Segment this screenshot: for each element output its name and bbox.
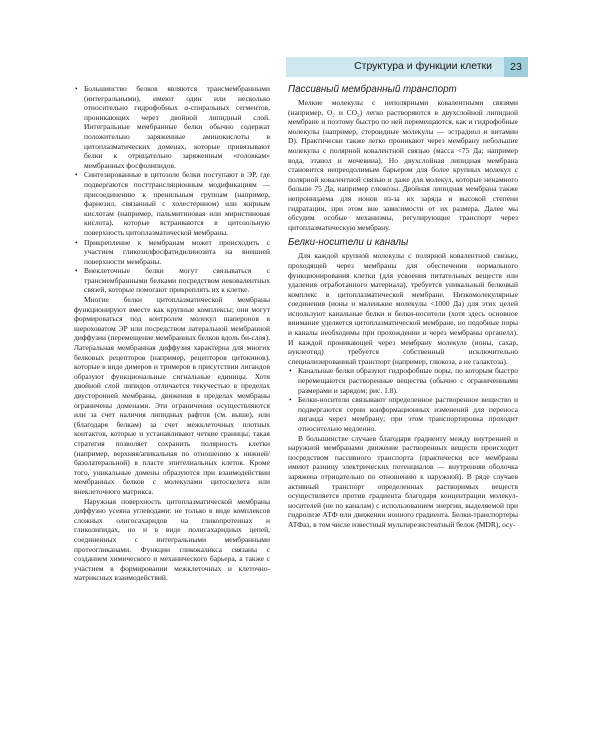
paragraph: Мелкие молекулы с неполярными ковалентными связями (например, O₂ и CO₂) легко растворяются в двухслойной липидной мембране и поэтому быстро по ней перемещаются, как и гидрофобные молекулы (например, стероидные молекулы — эстрадиол и витамин D). Практически также легко проникают через мембрану небольшие молекулы с полярной ковалентной связью (масса <75 Да; например вода, этанол и мочевина). Но двухслойная липидная мембрана становится непреодолимым барьером для более крупных молекул с полярной ковалентной связью и даже для молекул, которые ненамного больше 75 Да, например глюкозы. Двойная липидная мембрана также непроницаема для ионов из-за их заряда и высокой степени гидратации, при этом вне зависимости от их размера. Далее мы обсудим особые механизмы, регулирующие транспорт через цитоплазматическую мембрану. (288, 98, 518, 232)
left-column (74, 84, 270, 583)
right-column (288, 84, 518, 530)
bullet-icon: • (289, 366, 292, 376)
list-item: • Прикрепление к мембранам может происходить с участием гликозилфосфатидилинозита на внешней поверхности мембраны. (75, 237, 270, 266)
page-number: 23 (504, 57, 528, 77)
paragraph: В большинстве случаев благодаря градиенту между внутренней и наружной мембранами движение растворенных веществ происходит посредством пассивного транспорта (практически все мембраны имеют разницу электрических потенциалов — внутренняя оболочка заряжена отрицательно по отношению к наружной). В ряде случаев активный транспорт определенных растворимых веществ осуществляется против градиента благодаря концентрации молекул-носителей (не по каналам) с использованием энергии, выделяемой при гидролизе АТФ или движении ионного градиента. Белки-транспортеры АТФаз, в том числе известный мультирезистентный белок (MDR), осу- (288, 433, 518, 529)
list-item: • Большинство белков являются трансмембранными (интегральными), имеют один или несколько относительно гидрофобных α-спиральных сегментов, проникающих через двойной липидный слой. Интегральные мембранные белки обычно содержат положительно заряженные аминокислоты в цитоплазматических доменах, которые привязывают белки к отрицательно заряженным «головкам» мембранных фосфолипидов. (75, 84, 270, 170)
running-header (286, 57, 528, 77)
bullet-icon: • (75, 84, 78, 93)
list-item: • Канальные белки образуют гидрофобные поры, по которым быстро перемещаются растворенные вещества (обычно с ограниченными размерами и зарядом; рис. 1.8). (289, 366, 518, 395)
list-item: • Синтезированные в цитозоле белки поступают в ЭР, где подвергаются посттрансляционным модификациям — присоединению к пренильным группам (например, фарнезил, связанный с холестерином) или жирным кислотам (например, пальмитиновая или миристиновая кислота), которые встраиваются в цитозольную поверхность цитоплазматической мембраны. (75, 170, 270, 237)
bullet-icon: • (75, 237, 78, 247)
paragraph: Многие белки цитоплазматической мембраны функционируют вместе как крупные комплексы; они могут формироваться под контролем молекул шаперонов в шероховатом ЭР или посредством латеральной мембранной диффузии (перемещение мембранных белков вдоль би-слоя). Латеральная мембранная диффузия характерна для многих белковых рецепторов (например, рецепторов цитокинов), которые в виде димеров и тримеров в присутствии лигандов образуют функциональные сигнальные единицы. Хотя двойной слой липидов отличается текучестью в пределах двусторонней мембраны, движения в пределах мембраны ограничены доменами. Эти ограничения осуществляются или за счет наличия липидных рафтов (см. выше), или (благодаря белкам) за счет межклеточных плотных контактов, которые и устанавливают четкие границы; такая стратегия позволяет сохранить полярность клетки (например, верхняя/апикальная по отношению к нижней/базолатеральной) в пласте эпителиальных клеток. Кроме того, уникальные домены образуются при взаимодействии мембранных белков с молекулами цитоскелета или внеклеточного матрикса. (74, 295, 270, 496)
list-item: • Белки-носители связывают определенное растворенное вещество и подвергаются серии конформационных изменений для переноса лиганда через мембрану; при этом транспортировка проходит относительно медленно. (289, 395, 518, 433)
paragraph: Для каждой крупной молекулы с полярной ковалентной связью, проходящей через мембраны для обеспечения нормального функционирования клетки (для усвоения питательных веществ или удаления отработанного материала), требуется уникальный белковый комплекс в цитоплазматической мембране. Низкомолекулярные соединения (ионы и маленькие молекулы <1000 Да) для этих целей используют канальные белки и белки-носители (хотя здесь основное внимание уделяется цитоплазматической мембране, но подобные поры и каналы необходимы при прохождении и через мембраны органелл). И каждой проникающей через мембрану молекуле (ионы, сахар, нуклеотид) требуется собственный исключительно специализированный транспорт (например, глюкоза, а не галактоза). (288, 251, 518, 366)
chapter-title: Структура и функции клетки (354, 60, 492, 72)
paragraph: Наружная поверхность цитоплазматической мембраны диффузно усеяна углеводами: не только в виде комплексов сложных олигосахаридов на гликопротеинах и гликолипидах, но и в виде полисахаридных цепей, соединенных с интегральными мембранными протеогликанами. Функции гликокаликса связаны с созданием химического и механического барьера, а также с участием в формировании межклеточных и клеточно-матриксных взаимодействий. (74, 496, 270, 583)
section-heading: Пассивный мембранный транспорт (288, 84, 457, 95)
bullet-icon: • (75, 266, 78, 276)
left-bullet-list (74, 84, 270, 295)
section-heading: Белки-носители и каналы (288, 237, 409, 249)
bullet-icon: • (289, 395, 292, 405)
right-bullet-list (288, 366, 518, 433)
list-item: • Внеклеточные белки могут связываться с трансмембранными белками посредством нековалентных связей, которые помогают прикреплять их к клетке. (75, 266, 270, 295)
bullet-icon: • (75, 170, 78, 180)
